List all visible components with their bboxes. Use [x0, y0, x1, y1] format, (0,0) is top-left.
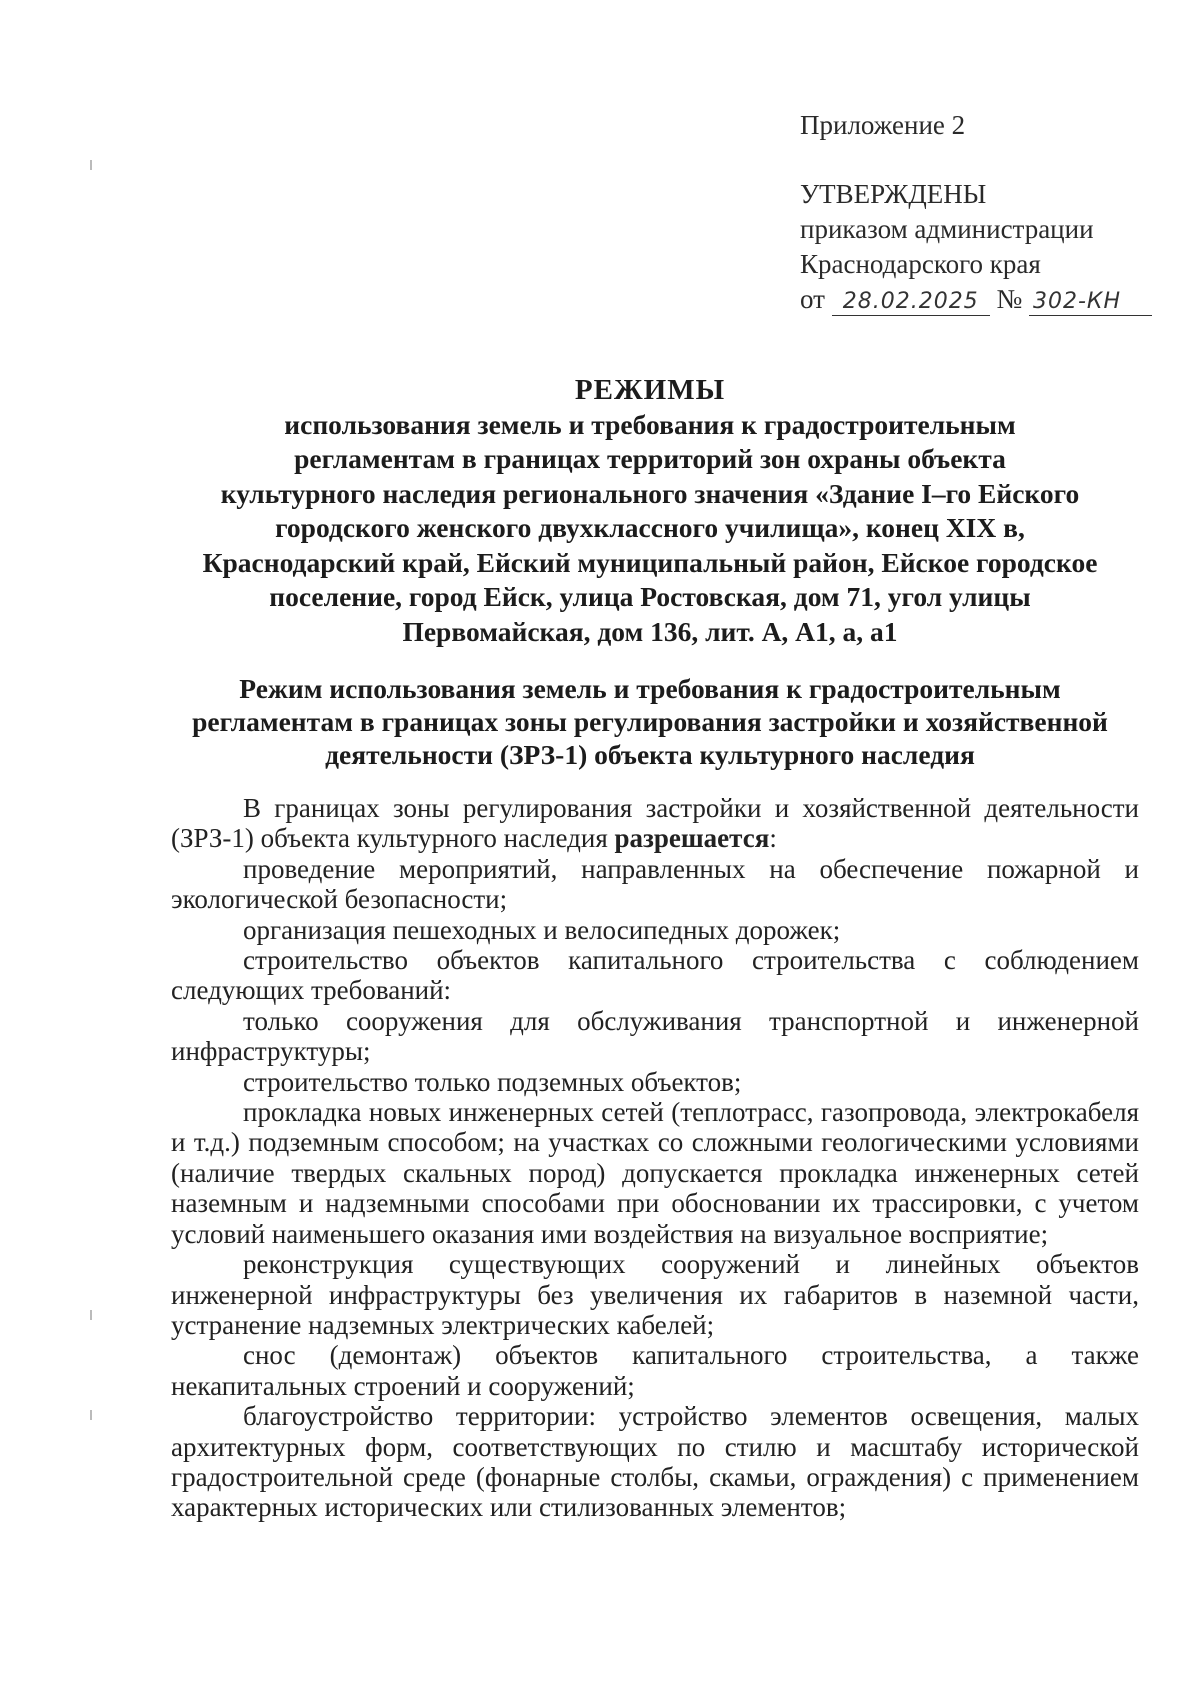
list-item: реконструкция существующих сооружений и линейных объектов инженерной инфраструктуры без увеличения их габаритов в наземной части, устранение надземных электрических кабелей;	[171, 1249, 1139, 1340]
section-heading-line: регламентам в границах зоны регулирования застройки и хозяйственной	[192, 706, 1108, 737]
list-item: организация пешеходных и велосипедных дорожек;	[243, 914, 841, 945]
intro-text: В границах зоны регулирования застройки и хозяйственной деятельности (ЗРЗ-1) объекта культурного наследия	[171, 793, 1139, 854]
section-heading	[170, 672, 1130, 771]
title-line: городского женского двухклассного училища», конец XIX в,	[275, 512, 1025, 543]
section-heading-line: Режим использования земель и требования к градостроительным	[239, 673, 1061, 704]
approval-issuer-line2: Краснодарского края	[800, 249, 1041, 279]
list-item: снос (демонтаж) объектов капитального строительства, а также некапитальных строений и сооружений;	[171, 1340, 1139, 1401]
title-line: использования земель и требования к градостроительным	[284, 408, 1016, 440]
approval-block	[800, 108, 1152, 317]
section-heading-line: деятельности (ЗРЗ-1) объекта культурного наследия	[325, 739, 975, 770]
intro-end: :	[769, 823, 777, 854]
intro-bold: разрешается	[614, 823, 770, 854]
list-item: прокладка новых инженерных сетей (теплотрасс, газопровода, электрокабеля и т.д.) подземным способом; на участках со сложными геологическими условиями (наличие твердых скальных пород) допускается прокладка инженерных сетей наземным и надземными способами при обосновании их трассировки, с учетом условий наименьшего оказания ими воздействия на визуальное восприятие;	[171, 1097, 1139, 1249]
list-item: строительство только подземных объектов;	[243, 1066, 742, 1097]
title-line: поселение, город Ейск, улица Ростовская, дом 71, угол улицы	[269, 581, 1031, 612]
handwritten-number: 302-КН	[1029, 289, 1152, 316]
approval-issuer-line1: приказом администрации	[800, 214, 1094, 244]
list-item: благоустройство территории: устройство элементов освещения, малых архитектурных форм, соответствующих по стилю и масштабу исторической градостроительной среде (фонарные столбы, скамьи, ограждения) с применением характерных исторических или стилизованных элементов;	[171, 1401, 1139, 1523]
list-item: проведение мероприятий, направленных на обеспечение пожарной и экологической безопасности;	[171, 853, 1139, 915]
from-label: от	[800, 284, 825, 314]
handwritten-date: 28.02.2025	[832, 289, 990, 316]
scan-speck	[90, 1310, 92, 1320]
approval-date-number	[800, 282, 1152, 317]
scan-speck	[90, 160, 92, 170]
number-label: №	[996, 284, 1023, 314]
document-body	[171, 793, 1139, 1523]
intro-paragraph	[171, 793, 1139, 854]
approved-label: УТВЕРЖДЕНЫ	[800, 179, 987, 209]
list-item: строительство объектов капитального строительства с соблюдением следующих требований:	[171, 945, 1139, 1006]
title-line: регламентам в границах территорий зон охраны объекта	[294, 443, 1006, 474]
document-title	[170, 373, 1130, 649]
title-line: Первомайская, дом 136, лит. А, А1, а, а1	[402, 615, 898, 647]
title-main: РЕЖИМЫ	[574, 374, 726, 406]
title-line: культурного наследия регионального значения «Здание I–го Ейского	[220, 477, 1080, 509]
list-item: только сооружения для обслуживания транспортной и инженерной инфраструктуры;	[171, 1005, 1139, 1067]
scan-speck	[90, 1410, 92, 1420]
title-line: Краснодарский край, Ейский муниципальный район, Ейское городское	[202, 546, 1098, 578]
appendix-label: Приложение 2	[800, 110, 966, 140]
